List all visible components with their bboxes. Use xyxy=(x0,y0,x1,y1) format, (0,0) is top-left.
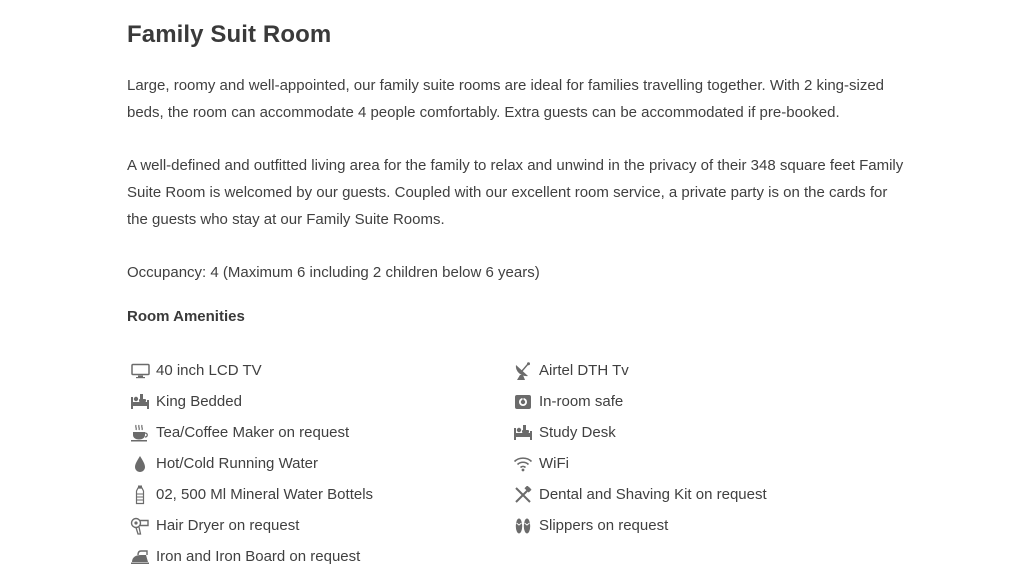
amenity-label: Hair Dryer on request xyxy=(156,517,300,534)
amenity-label: Dental and Shaving Kit on request xyxy=(539,486,767,503)
razor-icon xyxy=(513,485,533,505)
safe-icon xyxy=(513,392,533,412)
amenity-item-study-desk xyxy=(513,417,767,448)
amenity-item-dth xyxy=(513,355,767,386)
desk-icon xyxy=(513,423,533,443)
water-drop-icon xyxy=(130,454,150,474)
amenities-right-column xyxy=(513,355,767,541)
occupancy-text: Occupancy: 4 (Maximum 6 including 2 children below 6 years) xyxy=(127,264,540,281)
amenity-item-running-water xyxy=(130,448,373,479)
amenity-item-iron xyxy=(130,541,373,572)
page-title: Family Suit Room xyxy=(127,21,332,48)
amenities-left-column xyxy=(130,355,373,572)
tv-icon xyxy=(130,361,150,381)
amenity-item-safe xyxy=(513,386,767,417)
amenity-label: WiFi xyxy=(539,455,569,472)
amenity-label: Tea/Coffee Maker on request xyxy=(156,424,350,441)
amenity-label: 40 inch LCD TV xyxy=(156,362,262,379)
amenity-item-water-bottles xyxy=(130,479,373,510)
water-bottle-icon xyxy=(130,485,150,505)
amenity-item-hair-dryer xyxy=(130,510,373,541)
amenity-label: Study Desk xyxy=(539,424,616,441)
satellite-dish-icon xyxy=(513,361,533,381)
room-living-area-paragraph: A well-defined and outfitted living area for the family to relax and unwind in the privacy of their 348 square feet Family Suite Room is welcomed by our guests. Coupled with our excellent room service, a private party is on the cards for the guests who stay at our Family Suite Rooms. xyxy=(127,157,904,228)
hair-dryer-icon xyxy=(130,516,150,536)
amenity-item-slippers xyxy=(513,510,767,541)
coffee-cup-icon xyxy=(130,423,150,443)
amenity-label: In-room safe xyxy=(539,393,624,410)
amenities-heading: Room Amenities xyxy=(127,308,245,325)
amenity-item-dental-shaving-kit xyxy=(513,479,767,510)
wifi-icon xyxy=(513,454,533,474)
amenity-item-tea-coffee xyxy=(130,417,373,448)
amenity-label: Iron and Iron Board on request xyxy=(156,548,361,565)
amenity-item-wifi xyxy=(513,448,767,479)
amenity-label: Airtel DTH Tv xyxy=(539,362,629,379)
amenity-item-tv xyxy=(130,355,373,386)
iron-icon xyxy=(130,547,150,567)
amenity-label: Slippers on request xyxy=(539,517,669,534)
amenity-label: Hot/Cold Running Water xyxy=(156,455,319,472)
slippers-icon xyxy=(513,516,533,536)
amenity-label: 02, 500 Ml Mineral Water Bottels xyxy=(156,486,374,503)
amenity-item-bed xyxy=(130,386,373,417)
bed-icon xyxy=(130,392,150,412)
room-intro-paragraph: Large, roomy and well-appointed, our family suite rooms are ideal for families travelling together. With 2 king-sized beds, the room can accommodate 4 people comfortably. Extra guests can be accommodated if pre-booked. xyxy=(127,77,885,121)
amenity-label: King Bedded xyxy=(156,393,242,410)
